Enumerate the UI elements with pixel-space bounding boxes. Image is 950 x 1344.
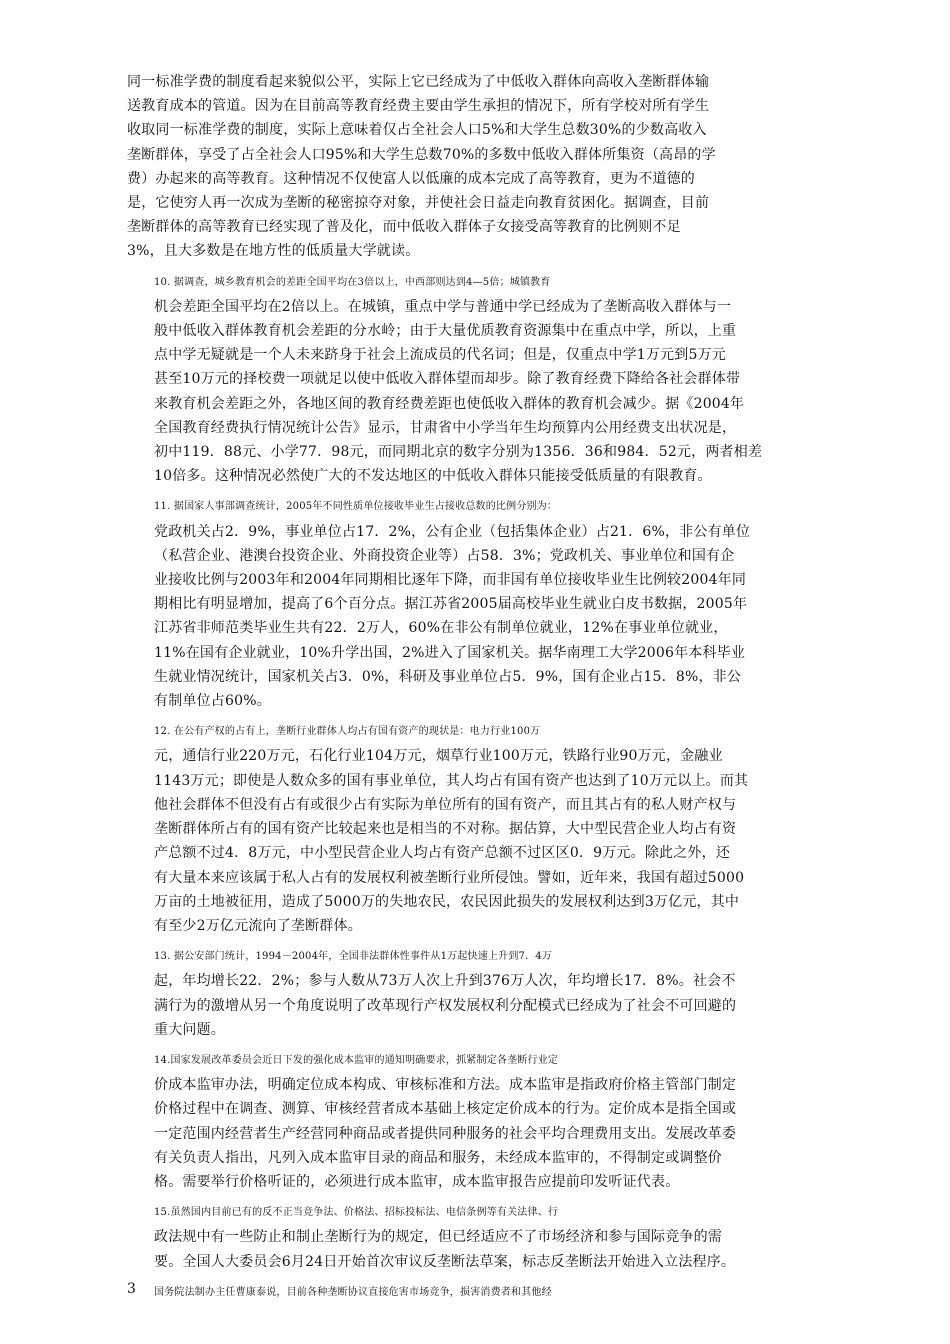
text-line: 11. 据国家人事部调查统计，2005年不同性质单位接收毕业生占接收总数的比例分别为： bbox=[154, 501, 558, 513]
text-line: （私营企业、港澳台投资企业、外商投资企业等）占58．3%；党政机关、事业单位和国有企 bbox=[154, 547, 735, 564]
text-line: 机会差距全国平均在2倍以上。在城镇，重点中学与普通中学已经成为了垄断高收入群体与一 bbox=[154, 298, 732, 315]
text-line: 费）办起来的高等教育。这种情况不仅使富人以低廉的成本完成了高等教育，更为不道德的 bbox=[127, 170, 695, 187]
text-line: 10. 据调查，城乡教育机会的差距全国平均在3倍以上，中西部则达到4—5倍；城镇教育 bbox=[154, 276, 551, 288]
paragraph bbox=[127, 1049, 825, 1194]
text-line: 有关负责人指出，凡列入成本监审目录的商品和服务，未经成本监审的，不得制定或调整价 bbox=[154, 1149, 722, 1166]
text-line: 11%在国有企业就业，10%升学出国，2%进入了国家机关。据华南理工大学2006年本科毕业 bbox=[154, 644, 746, 661]
text-line: 14.国家发展改革委员会近日下发的强化成本监审的通知明确要求，抓紧制定各垄断行业定 bbox=[154, 1054, 559, 1066]
paragraph bbox=[127, 495, 825, 713]
text-line: 生就业情况统计，国家机关占3．0%，科研及事业单位占5．9%，国有企业占15．8%，非公 bbox=[154, 668, 742, 685]
text-line: 3%，且大多数是在地方性的低质量大学就读。 bbox=[127, 243, 420, 260]
text-line: 垄断群体，享受了占全社会人口95%和大学生总数70%的多数中低收入群体所集资（高昂的学 bbox=[127, 146, 716, 163]
text-line: 15.虽然国内目前已有的反不正当竞争法、价格法、招标投标法、电信条例等有关法律、行 bbox=[154, 1207, 559, 1219]
text-line: 1143万元；即使是人数众多的国有事业单位，其人均占有国有资产也达到了10万元以上。而其 bbox=[154, 772, 749, 789]
text-line: 价格过程中在调查、测算、审核经营者成本基础上核定定价成本的行为。定价成本是指全国或 bbox=[154, 1101, 737, 1118]
paragraph bbox=[127, 1281, 825, 1305]
paragraph bbox=[127, 1201, 825, 1274]
text-line: 重大问题。 bbox=[154, 1021, 225, 1038]
text-line: 来教育机会差距之外，各地区间的教育经费差距也使低收入群体的教育机会减少。据《2004年 bbox=[154, 395, 745, 412]
text-line: 要。全国人大委员会6月24日开始首次审议反垄断法草案，标志反垄断法开始进入立法程序。 bbox=[154, 1253, 736, 1270]
text-line: 是，它使穷人再一次成为垄断的秘密掠夺对象，并使社会日益走向教育贫困化。据调查，目前 bbox=[127, 195, 710, 212]
text-line: 有大量本来应该属于私人占有的发展权利被垄断行业所侵蚀。譬如，近年来，我国有超过5000 bbox=[154, 869, 745, 886]
text-line: 起，年均增长22．2%；参与人数从73万人次上升到376万人次，年均增长17．8%。社会不 bbox=[154, 973, 736, 990]
text-line: 般中低收入群体教育机会差距的分水岭；由于大量优质教育资源集中在重点中学，所以，上重 bbox=[154, 323, 737, 340]
text-line: 元，通信行业220万元，石化行业104万元，烟草行业100万元，铁路行业90万元，金融业 bbox=[154, 748, 723, 765]
text-line: 他社会群体不但没有占有或很少占有实际为单位所有的国有资产，而且其占有的私人财产权与 bbox=[154, 796, 737, 813]
text-line: 一定范围内经营者生产经营同种商品或者提供同种服务的社会平均合理费用支出。发展改革委 bbox=[154, 1125, 737, 1142]
text-line: 同一标准学费的制度看起来貌似公平，实际上它已经成为了中低收入群体向高收入垄断群体输 bbox=[127, 74, 710, 90]
text-line: 送教育成本的管道。因为在目前高等教育经费主要由学生承担的情况下，所有学校对所有学生 bbox=[127, 98, 710, 115]
text-line: 期相比有明显增加，提高了6个百分点。据江苏省2005届高校毕业生就业白皮书数据，2005年 bbox=[154, 596, 748, 613]
text-line: 全国教育经费执行情况统计公告》显示，甘肃省中小学当年生均预算内公用经费支出状况是， bbox=[154, 419, 737, 436]
paragraph bbox=[127, 271, 825, 489]
paragraph bbox=[127, 70, 825, 264]
text-line: 格。需要举行价格听证的，必须进行成本监审，成本监审报告应提前印发听证代表。 bbox=[154, 1173, 680, 1190]
text-line: 国务院法制办主任曹康泰说，目前各种垄断协议直接危害市场竞争，损害消费者和其他经 bbox=[154, 1286, 552, 1298]
text-line: 有至少2万亿元流向了垄断群体。 bbox=[154, 917, 362, 934]
text-line: 政法规中有一些防止和制止垄断行为的规定，但已经适应不了市场经济和参与国际竞争的需 bbox=[154, 1229, 722, 1246]
text-line: 业接收比例与2003年和2004年同期相比逐年下降，而非国有单位接收毕业生比例较2004年同 bbox=[154, 572, 747, 589]
text-line: 江苏省非师范类毕业生共有22．2万人，60%在非公有制单位就业，12%在事业单位就业， bbox=[154, 620, 728, 637]
text-line: 产总额不过4．8万元，中小型民营企业人均占有资产总额不过区区0．9万元。除此之外，还 bbox=[154, 845, 731, 862]
text-line: 初中119．88元、小学77．98元，而同期北京的数字分别为1356．36和984．52元，两者相差 bbox=[154, 444, 763, 461]
text-line: 甚至10万元的择校费一项就足以使中低收入群体望而却步。除了教育经费下降给各社会群体带 bbox=[154, 371, 741, 388]
text-line: 垄断群体的高等教育已经实现了普及化，而中低收入群体子女接受高等教育的比例则不足 bbox=[127, 219, 681, 236]
paragraph bbox=[127, 720, 825, 938]
text-line: 12. 在公有产权的占有上，垄断行业群体人均占有国有资产的现状是：电力行业100万 bbox=[154, 726, 541, 738]
paragraph bbox=[127, 945, 825, 1042]
text-line: 党政机关占2．9%，事业单位占17．2%，公有企业（包括集体企业）占21．6%，非公有单位 bbox=[154, 523, 751, 540]
text-line: 有制单位占60%。 bbox=[154, 693, 271, 710]
text-line: 满行为的激增从另一个角度说明了改革现行产权发展权利分配模式已经成为了社会不可回避的 bbox=[154, 997, 737, 1014]
text-line: 垄断群体所占有的国有资产比较起来也是相当的不对称。据估算，大中型民营企业人均占有资 bbox=[154, 821, 737, 838]
text-line: 价成本监审办法，明确定位成本构成、审核标准和方法。成本监审是指政府价格主管部门制定 bbox=[154, 1077, 737, 1094]
page-number: 3 bbox=[127, 1281, 137, 1297]
text-line: 10倍多。这种情况必然使广大的不发达地区的中低收入群体只能接受低质量的有限教育。 bbox=[154, 468, 712, 485]
text-line: 13. 据公安部门统计，1994－2004年，全国非法群体性事件从1万起快速上升到7．4万 bbox=[154, 951, 553, 963]
text-line: 收取同一标准学费的制度，实际上意味着仅占全社会人口5%和大学生总数30%的少数高收入 bbox=[127, 122, 707, 139]
text-line: 点中学无疑就是一个人未来跻身于社会上流成员的代名词；但是，仅重点中学1万元到5万元 bbox=[154, 347, 727, 364]
text-line: 万亩的土地被征用，造成了5000万的失地农民，农民因此损失的发展权利达到3万亿元，其中 bbox=[154, 893, 740, 910]
body-text bbox=[127, 70, 825, 1312]
